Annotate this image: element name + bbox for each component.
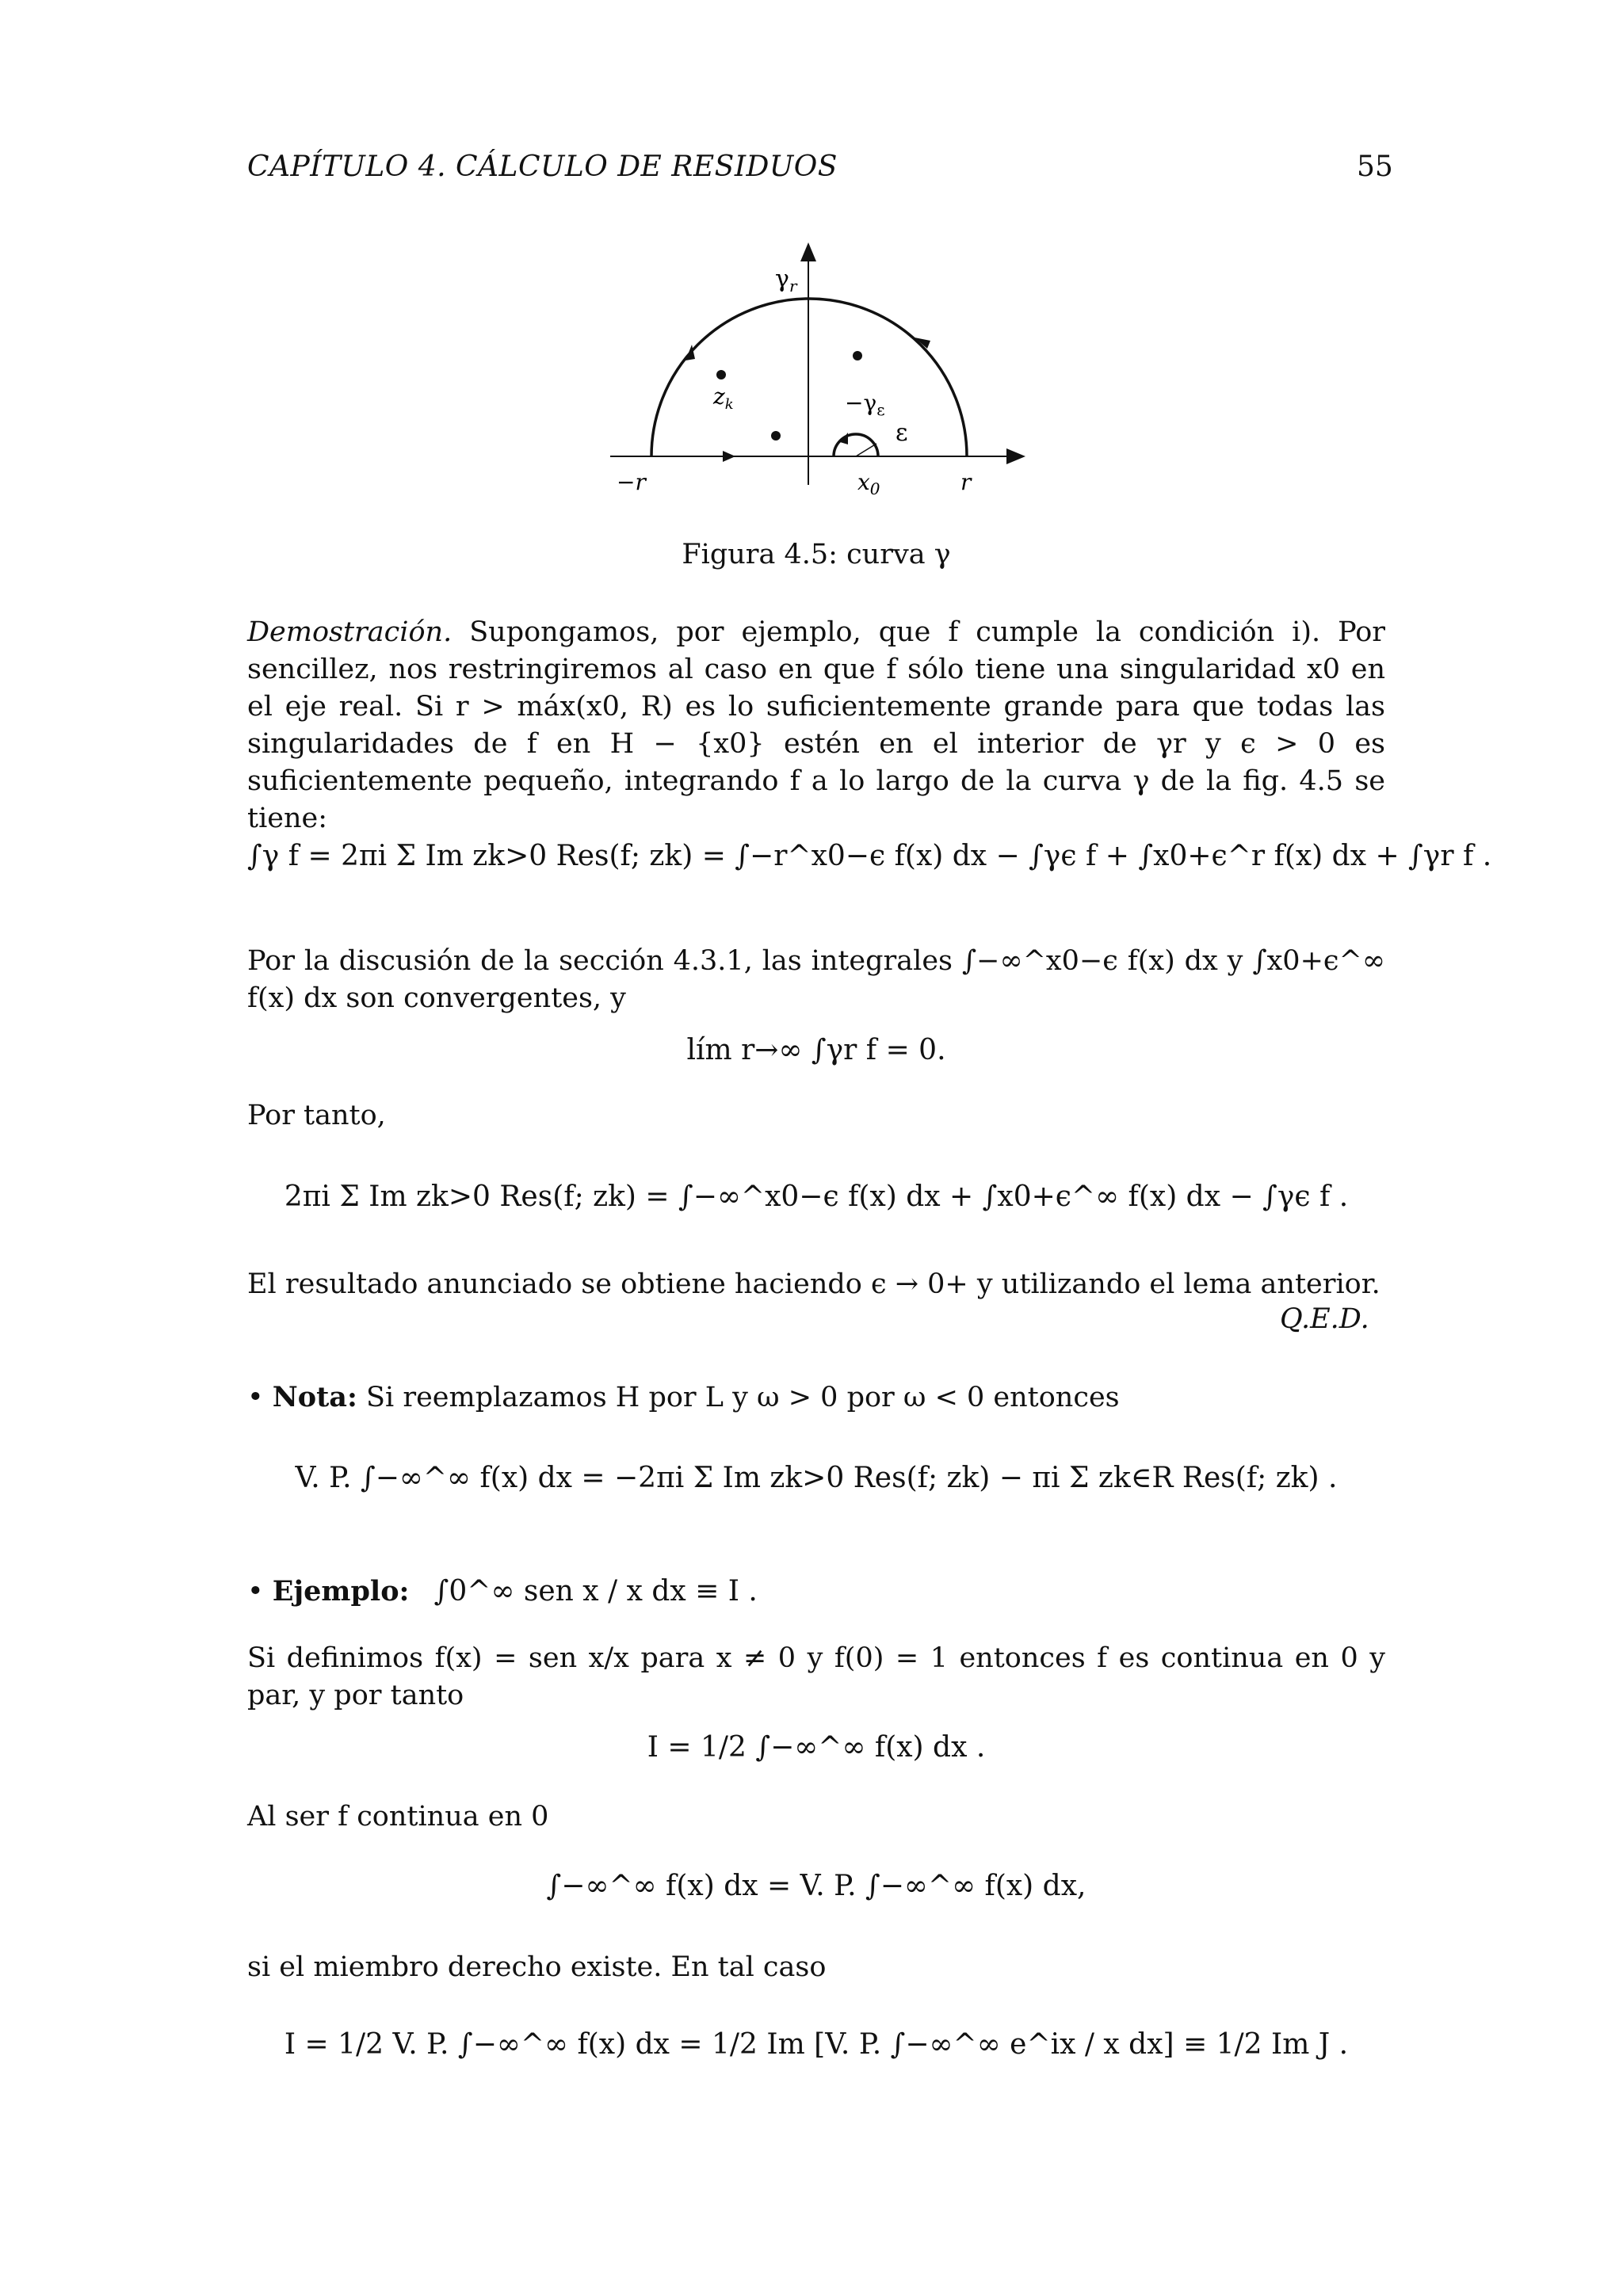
equation-limit: lím r→∞ ∫γr f = 0. — [686, 1034, 946, 1066]
bullet: • — [247, 1576, 264, 1608]
bullet: • — [247, 1382, 264, 1413]
equation-principal-value: V. P. ∫−∞^∞ f(x) dx = −2πi Σ Im zk>0 Res(f; zk) − πi Σ zk∈R Res(f; zk) . — [295, 1462, 1338, 1494]
ejemplo-label: Ejemplo: — [272, 1575, 410, 1608]
singularity-point — [853, 351, 862, 360]
proof-title: Demostración. — [247, 616, 453, 648]
existence-text: si el miembro derecho existe. En tal caso — [247, 1951, 827, 1983]
equation-contour-integral: ∫γ f = 2πi Σ Im zk>0 Res(f; zk) = ∫−r^x0−ϵ f(x) dx − ∫γϵ f + ∫x0+ϵ^r f(x) dx + ∫γr f . — [247, 840, 1492, 872]
singularity-point — [716, 370, 726, 379]
por-tanto-text: Por tanto, — [247, 1100, 386, 1131]
proof-text: Supongamos, por ejemplo, que f cumple la condición i). Por sencillez, nos restringiremos al caso en que f sólo tiene una singularidad x0 en el eje real. Si r > máx(x0, R) es lo suficientemente grande para que todas las singularidades de f en H − {x0} estén en el interior de γr y ϵ > 0 es suficientemente pequeño, integrando f a lo largo de la curva γ de la fig. 4.5 se tiene: — [247, 616, 1385, 834]
equation-final: I = 1/2 V. P. ∫−∞^∞ f(x) dx = 1/2 Im [V. P. ∫−∞^∞ e^ix / x dx] ≡ 1/2 Im J . — [284, 2028, 1349, 2061]
label-minus-gamma-eps: $-\gamma_\varepsilon$ — [845, 390, 885, 419]
label-zk: $z_k$ — [713, 383, 734, 413]
equation-I-half: I = 1/2 ∫−∞^∞ f(x) dx . — [647, 1731, 986, 1764]
label-epsilon: ε — [896, 419, 908, 447]
qed-mark: Q.E.D. — [1280, 1303, 1369, 1335]
figure-caption: Figura 4.5: curva γ — [682, 539, 951, 570]
page-number: 55 — [1357, 151, 1393, 183]
label-r: r — [960, 469, 972, 495]
nota-line — [247, 1379, 1120, 1417]
label-gamma-r: $\gamma_r$ — [775, 265, 797, 296]
nota-label: Nota: — [272, 1381, 357, 1413]
ejemplo-line — [247, 1573, 758, 1611]
nota-text: Si reemplazamos H por L y ω > 0 por ω < 0 entonces — [366, 1382, 1120, 1413]
equation-residue-sum: 2πi Σ Im zk>0 Res(f; zk) = ∫−∞^x0−ϵ f(x) dx + ∫x0+ϵ^∞ f(x) dx − ∫γϵ f . — [284, 1180, 1349, 1213]
definition-paragraph: Si definimos f(x) = sen x/x para x ≠ 0 y f(0) = 1 entonces f es continua en 0 y par, y por tanto — [247, 1642, 1385, 1711]
gamma-eps-arc — [834, 434, 878, 456]
convergence-paragraph: Por la discusión de la sección 4.3.1, las integrales ∫−∞^x0−ϵ f(x) dx y ∫x0+ϵ^∞ f(x) dx son convergentes, y — [247, 945, 1385, 1014]
label-minus-r: −r — [617, 469, 646, 495]
epsilon-radius — [856, 444, 876, 456]
singularity-point — [771, 431, 781, 441]
result-paragraph: El resultado anunciado se obtiene haciendo ϵ → 0+ y utilizando el lema anterior. — [247, 1268, 1381, 1300]
continuity-text: Al ser f continua en 0 — [247, 1801, 549, 1833]
proof-paragraph — [247, 614, 1385, 837]
equation-sinc-integral: ∫0^∞ sen x / x dx ≡ I . — [433, 1575, 758, 1608]
segment-arrow — [723, 451, 735, 462]
label-x0: $x_0$ — [857, 469, 880, 498]
running-header: CAPÍTULO 4. CÁLCULO DE RESIDUOS — [247, 151, 838, 183]
equation-pv-equality: ∫−∞^∞ f(x) dx = V. P. ∫−∞^∞ f(x) dx, — [546, 1870, 1086, 1902]
contour-figure — [602, 238, 1046, 507]
